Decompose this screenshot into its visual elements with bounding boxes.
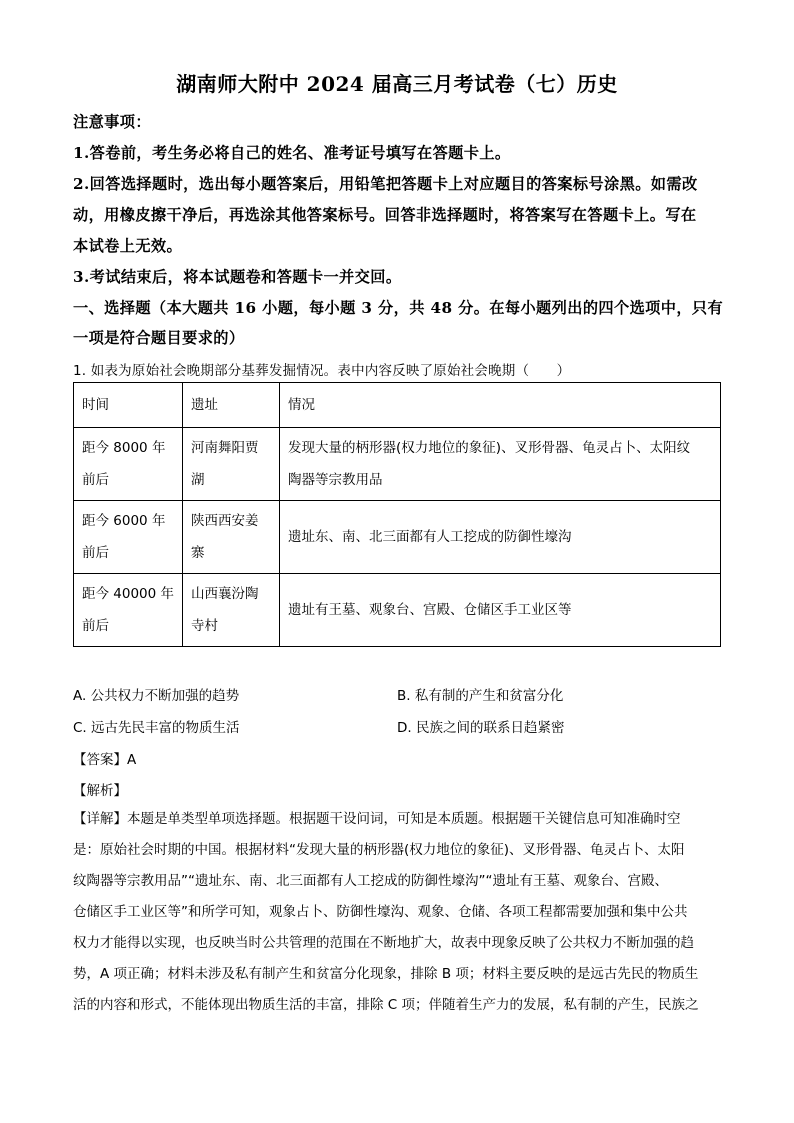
table-row (74, 501, 721, 574)
table-row (74, 574, 721, 647)
detail-line: 【详解】本题是单类型单项选择题。根据题干设问词，可知是本质题。根据题干关键信息可知准确时空 (73, 811, 681, 827)
detail-line: 纹陶器等宗教用品”“遗址东、南、北三面都有人工挖成的防御性壕沟”“遗址有王墓、观象台、宫殿、 (73, 873, 668, 889)
table-cell-time: 距今 8000 年 前后 (74, 428, 183, 501)
table-header-time: 时间 (74, 383, 183, 428)
table-cell-site: 山西襄汾陶 寺村 (183, 574, 280, 647)
detail-line: 仓储区手工业区等”和所学可知，观象占卜、防御性壕沟、观象、仓储、各项工程都需要加强和集中公共 (73, 904, 688, 920)
table-cell-desc: 发现大量的柄形器(权力地位的象征)、叉形骨器、龟灵占卜、太阳纹 陶器等宗教用品 (280, 428, 721, 501)
section-heading: 一、选择题（本大题共 16 小题，每小题 3 分，共 48 分。在每小题列出的四个选项中，只有 (73, 299, 724, 317)
answer-label: 【答案】A (73, 752, 137, 768)
question-1-table (73, 382, 721, 647)
option-d: D. 民族之间的联系日趋紧密 (397, 720, 565, 736)
question-1-stem: 1. 如表为原始社会晚期部分基葬发掘情况。表中内容反映了原始社会晚期（ ） (73, 363, 571, 379)
detail-line: 势，A 项正确；材料未涉及私有制产生和贫富分化现象，排除 B 项；材料主要反映的是远古先民的物质生 (73, 966, 699, 982)
section-heading-cont: 一项是符合题目要求的） (73, 329, 245, 347)
page-title: 湖南师大附中 2024 届高三月考试卷（七）历史 (176, 72, 618, 96)
option-c: C. 远古先民丰富的物质生活 (73, 720, 240, 736)
option-a: A. 公共权力不断加强的趋势 (73, 688, 240, 704)
analysis-label: 【解析】 (73, 783, 127, 799)
notice-item-2-cont: 动，用橡皮擦干净后，再选涂其他答案标号。回答非选择题时，将答案写在答题卡上。写在 (73, 206, 697, 224)
notice-item-3: 3.考试结束后，将本试题卷和答题卡一并交回。 (73, 268, 402, 286)
notice-item-1: 1.答卷前，考生务必将自己的姓名、准考证号填写在答题卡上。 (73, 144, 511, 162)
notice-item-2-end: 本试卷上无效。 (73, 237, 183, 255)
table-header-site: 遗址 (183, 383, 280, 428)
table-row (74, 428, 721, 501)
detail-line: 活的内容和形式，不能体现出物质生活的丰富，排除 C 项；伴随着生产力的发展，私有制的产生，民族之 (73, 997, 699, 1013)
notice-heading: 注意事项： (73, 113, 151, 131)
table-header-row (74, 383, 721, 428)
option-b: B. 私有制的产生和贫富分化 (397, 688, 564, 704)
notice-item-2: 2.回答选择题时，选出每小题答案后，用铅笔把答题卡上对应题目的答案标号涂黑。如需改 (73, 175, 698, 193)
table-cell-site: 陕西西安姜 寨 (183, 501, 280, 574)
detail-paragraph (73, 804, 723, 1021)
table-cell-desc: 遗址东、南、北三面都有人工挖成的防御性壕沟 (280, 501, 721, 574)
table-cell-site: 河南舞阳贾 湖 (183, 428, 280, 501)
table-cell-desc: 遗址有王墓、观象台、宫殿、仓储区手工业区等 (280, 574, 721, 647)
table-header-desc: 情况 (280, 383, 721, 428)
detail-line: 是：原始社会时期的中国。根据材料“发现大量的柄形器(权力地位的象征)、叉形骨器、龟灵占卜、太阳 (73, 842, 685, 858)
detail-line: 权力才能得以实现，也反映当时公共管理的范围在不断地扩大，故表中现象反映了公共权力不断加强的趋 (73, 935, 694, 951)
table-cell-time: 距今 6000 年 前后 (74, 501, 183, 574)
table-cell-time: 距今 40000 年 前后 (74, 574, 183, 647)
